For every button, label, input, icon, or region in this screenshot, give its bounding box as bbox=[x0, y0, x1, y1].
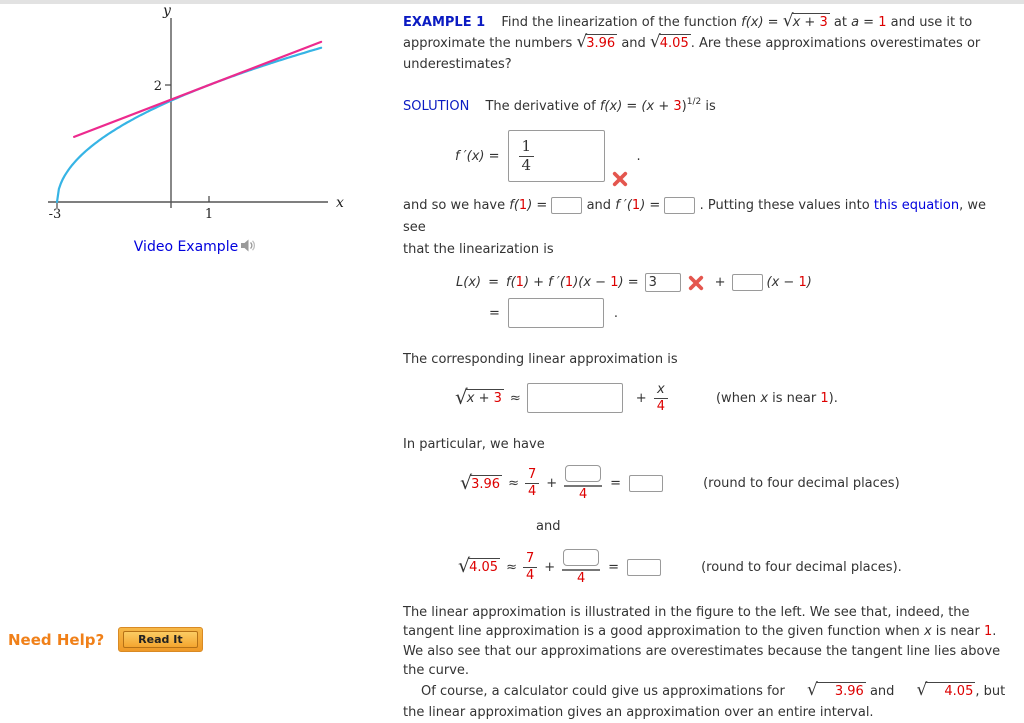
seven-fourths: $\frac{7}{4}$ bbox=[525, 468, 539, 498]
sqrt-4-05: √ 4.05 bbox=[649, 32, 689, 52]
particular-title: In particular, we have bbox=[403, 437, 545, 453]
example-statement: EXAMPLE 1 Find the linearization of the function f(x) = √ x + 3 at a = 1 and use it to approximate the numbers √ 3.96 and √ 4.05 . Are these approximations overestimates or underestimates? bbox=[403, 11, 981, 72]
sqrt-3-96: √ 3.96 bbox=[807, 679, 864, 700]
L-result-box[interactable] bbox=[508, 298, 604, 328]
solution-label: SOLUTION bbox=[403, 99, 470, 114]
L-slope-box[interactable] bbox=[732, 274, 763, 291]
sqrt-3-96: √ 3.96 bbox=[576, 32, 616, 52]
tangent-line bbox=[74, 42, 321, 137]
error-term-fraction: 4 bbox=[562, 549, 600, 586]
error-term-fraction: 4 bbox=[564, 465, 602, 502]
x-tick-label-1: 1 bbox=[204, 207, 214, 222]
solution-line: SOLUTION The derivative of $f(x) = (x + 3)^{1/2}$ is bbox=[403, 97, 716, 114]
result-answer-box[interactable] bbox=[627, 559, 661, 576]
need-help-section bbox=[8, 627, 203, 652]
radical-sign: √ bbox=[782, 11, 794, 31]
sqrt-4-05: √ 4.05 bbox=[916, 679, 974, 700]
read-it-button[interactable] bbox=[118, 627, 202, 652]
round-note: (round to four decimal places) bbox=[703, 476, 900, 492]
x-over-4: $\frac{x}{4}$ bbox=[654, 383, 668, 413]
entered-fraction: $\frac{1}{4}$ bbox=[519, 139, 535, 174]
when-note: (when x is near 1). bbox=[715, 390, 838, 406]
derivative-lhs: f ′(x) = bbox=[455, 148, 500, 164]
y-tick-label-2: 2 bbox=[153, 79, 162, 94]
statement-text: Find the linearization of the function bbox=[501, 15, 737, 30]
numerator-answer-box[interactable] bbox=[563, 549, 599, 566]
read-it-button-inner[interactable]: Read It bbox=[123, 631, 197, 648]
values-paragraph: and so we have f(1) = and f ′(1) = . Putting these values into this equation, we see that the linearization is bbox=[403, 198, 986, 257]
video-example-link[interactable] bbox=[134, 239, 256, 255]
corresponding-row: √ x + 3 ≈ + $\frac{x}{4}$ (when x is near 1). bbox=[455, 382, 838, 414]
corresponding-title: The corresponding linear approximation is bbox=[403, 352, 678, 367]
linearization-row: L(x) = f( 1 ) + f ′( 1 )(x − 1 ) = 3 + (x − 1 ) bbox=[456, 273, 1009, 292]
derivative-answer-box[interactable] bbox=[508, 130, 605, 182]
sqrt405-row: √ 4.05 ≈ $\frac{7}{4}$ + 4 = (round to four decimal places). bbox=[458, 549, 1009, 586]
problem-panel bbox=[403, 12, 1009, 723]
conclusion-paragraph-2: Of course, a calculator could give us approximations for √ 3.96 and √ 4.05 , but the linear approximation gives an approximation over an entire interval. bbox=[403, 679, 1006, 720]
fx-math: f(x) = bbox=[741, 15, 779, 30]
f1-answer-box[interactable] bbox=[551, 197, 582, 214]
figure-graph bbox=[28, 4, 362, 232]
curve-sqrt bbox=[57, 48, 321, 202]
speaker-icon bbox=[240, 238, 256, 253]
x-tick-label-neg3: -3 bbox=[48, 207, 62, 222]
sqrt-4-05: √ 4.05 bbox=[458, 555, 499, 578]
and-connector: and bbox=[536, 518, 561, 534]
sqrt-x-plus-3: √ x + 3 bbox=[455, 385, 502, 410]
need-help-label: Need Help? bbox=[8, 630, 105, 649]
conclusion-paragraph-1: The linear approximation is illustrated in the figure to the left. We see that, indeed, the tangent line approximation is a good approximation to the given function when x is near 1. We also see that our approximations are overestimates because the tangent line lies above the curve. bbox=[403, 604, 1001, 679]
exponent-half: 1/2 bbox=[686, 97, 702, 107]
derivative-row bbox=[455, 130, 1009, 182]
this-equation-link[interactable]: this equation bbox=[873, 198, 960, 213]
incorrect-icon bbox=[688, 275, 704, 291]
numerator-answer-box[interactable] bbox=[565, 465, 601, 482]
example-label: EXAMPLE 1 bbox=[403, 15, 486, 30]
sqrt-3-96: √ 3.96 bbox=[460, 471, 501, 494]
sqrt396-row: √ 3.96 ≈ $\frac{7}{4}$ + 4 = (round to four decimal places) bbox=[460, 465, 1009, 502]
linearization-result-row: = . bbox=[489, 298, 1009, 328]
fprime1-answer-box[interactable] bbox=[664, 197, 695, 214]
seven-fourths: $\frac{7}{4}$ bbox=[523, 552, 537, 582]
result-answer-box[interactable] bbox=[629, 475, 663, 492]
x-axis-label: x bbox=[336, 195, 344, 211]
approximation-box[interactable] bbox=[527, 383, 623, 413]
round-note: (round to four decimal places). bbox=[701, 559, 902, 575]
incorrect-icon bbox=[612, 171, 628, 191]
figure-panel bbox=[28, 4, 362, 255]
period: . bbox=[636, 148, 641, 164]
y-axis-label: y bbox=[163, 4, 171, 19]
sqrt-x-plus-3: √ x + 3 bbox=[782, 11, 828, 31]
L-coefficient-box[interactable] bbox=[645, 273, 681, 292]
video-example-label: Video Example bbox=[133, 239, 239, 255]
